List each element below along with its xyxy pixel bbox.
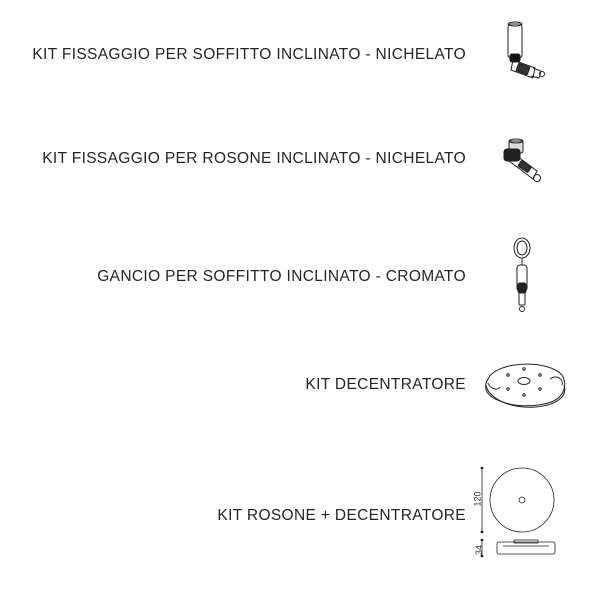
item-label: KIT FISSAGGIO PER ROSONE INCLINATO - NICHELATO bbox=[42, 150, 466, 167]
decentralizer-plate-icon bbox=[478, 355, 570, 411]
canopy-decentralizer-icon bbox=[472, 460, 562, 565]
slope-ceiling-hook-icon bbox=[500, 235, 545, 320]
item-label: KIT DECENTRATORE bbox=[305, 376, 466, 393]
diameter-dimension-label: 120 bbox=[472, 491, 483, 507]
canopy-slope-fixing-kit-icon bbox=[495, 135, 555, 195]
item-label: KIT FISSAGGIO PER SOFFITTO INCLINATO - NICHELATO bbox=[32, 46, 466, 63]
ceiling-slope-fixing-kit-icon bbox=[495, 18, 555, 88]
item-label: GANCIO PER SOFFITTO INCLINATO - CROMATO bbox=[97, 268, 466, 285]
height-dimension-label: 34 bbox=[474, 544, 485, 556]
item-label: KIT ROSONE + DECENTRATORE bbox=[217, 507, 466, 524]
